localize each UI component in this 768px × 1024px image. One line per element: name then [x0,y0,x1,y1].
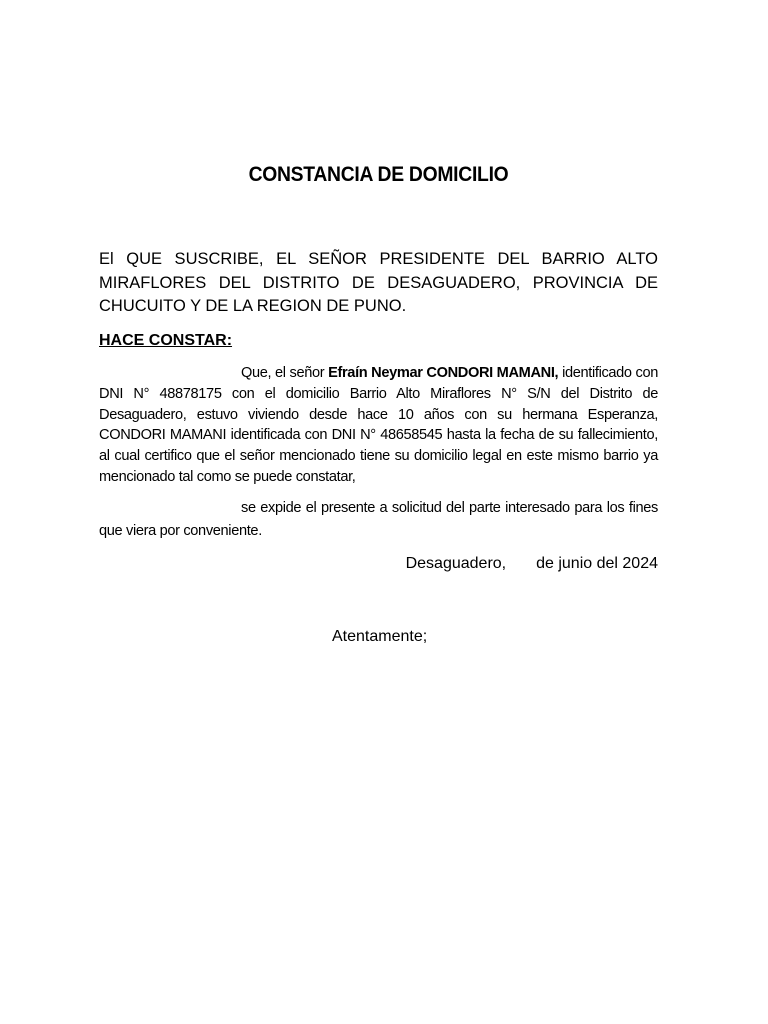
place-text: Desaguadero, [405,555,507,572]
issuance-paragraph: se expide el presente a solicitud del parte interesado para los fines que viera por conveniente. [99,500,658,539]
document-title: CONSTANCIA DE DOMICILIO [248,163,509,186]
place-date-line [406,555,658,573]
certification-body-text: identificado con DNI N° 48878175 con el domicilio Barrio Alto Miraflores N° S/N del Distrito de Desaguadero, estuvo viviendo desde hace 10 años con su hermana Esperanza, CONDORI MAMANI identificada con DNI N° 48658545 hasta la fecha de su fallecimiento, al cual certifico que el señor mencionado tiene su domicilio legal en este mismo barrio ya mencionado tal como se puede constatar, [99,365,658,485]
intro-paragraph: El QUE SUSCRIBE, EL SEÑOR PRESIDENTE DEL BARRIO ALTO MIRAFLORES DEL DISTRITO DE DESAGUADERO, PROVINCIA DE CHUCUITO Y DE LA REGION DE PUNO. [99,250,658,315]
person-name: Efraín Neymar CONDORI MAMANI, [328,365,559,381]
closing-text: Atentamente; [332,628,428,645]
certification-lead-text: Que, el señor [241,365,329,381]
date-text: de junio del 2024 [536,555,658,572]
certification-paragraph [99,363,658,488]
section-heading: HACE CONSTAR: [99,332,233,349]
